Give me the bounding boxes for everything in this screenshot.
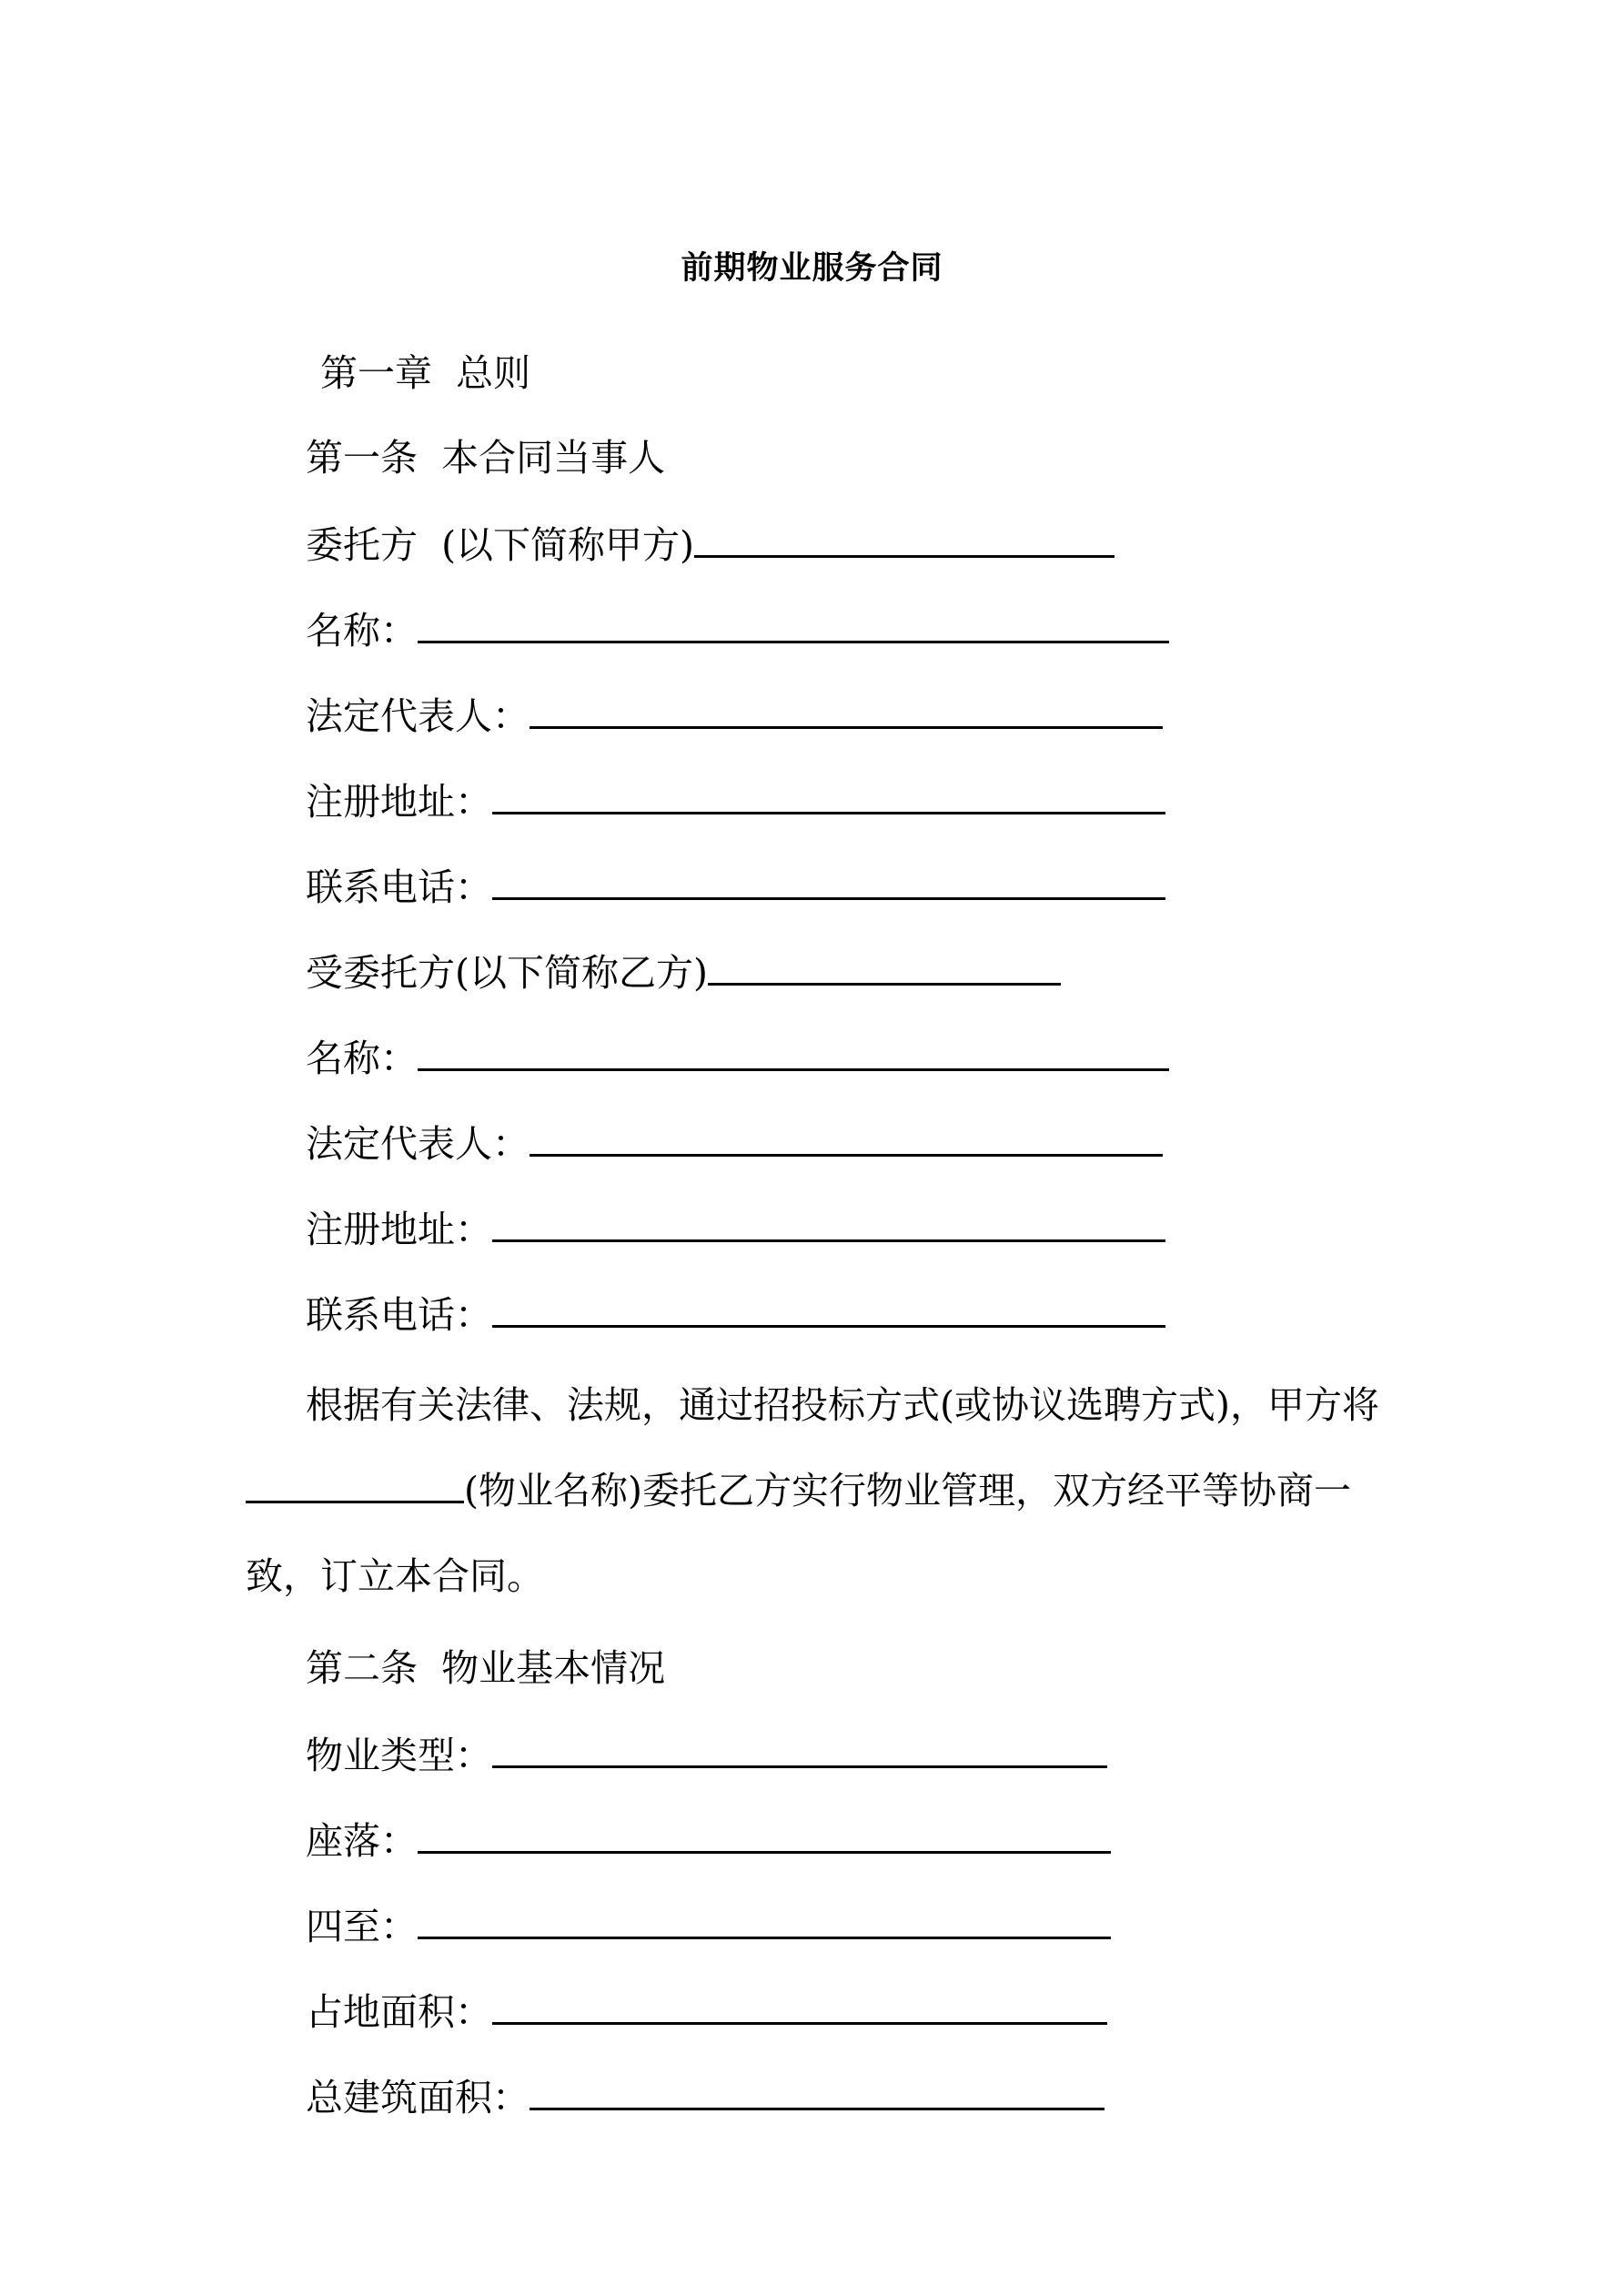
party-a-heading-row [306,519,1115,568]
property-building-area-field[interactable] [530,2071,1105,2110]
party-a-name-row [306,604,1169,653]
intro-text-part1: 根据有关法律、法规，通过招投标方式(或协议选聘方式)，甲方将 [306,1383,1379,1427]
party-a-address-field[interactable] [492,775,1165,814]
party-a-rep-label: 法定代表人： [306,694,530,738]
party-b-heading-row [306,946,1061,996]
property-type-field[interactable] [492,1729,1107,1768]
party-a-rep-field[interactable] [530,690,1163,729]
property-boundaries-row [306,1900,1111,1949]
party-a-rep-row [306,690,1163,739]
party-b-name-label: 名称： [306,1037,418,1080]
property-type-row [306,1729,1107,1778]
party-b-rep-row [306,1118,1163,1167]
party-b-address-field[interactable] [492,1203,1165,1242]
party-a-phone-row [306,861,1165,910]
property-location-row [306,1815,1111,1864]
chapter-heading-text: 第一章 总则 [320,351,531,395]
party-a-heading-field[interactable] [694,519,1115,558]
property-location-label: 座落： [306,1819,418,1863]
party-b-name-field[interactable] [418,1032,1169,1071]
party-b-name-row [306,1032,1169,1081]
property-land-area-row [306,1986,1107,2035]
party-b-heading-field[interactable] [708,946,1061,986]
property-building-area-row [306,2071,1105,2120]
party-b-phone-field[interactable] [492,1289,1165,1328]
property-building-area-label: 总建筑面积： [306,2076,530,2119]
property-boundaries-label: 四至： [306,1905,418,1948]
property-land-area-label: 占地面积： [306,1990,492,2034]
intro-text-part2: (物业名称)委托乙方实行物业管理，双方经平等协商一致，订立本合同。 [246,1469,1351,1598]
party-b-rep-field[interactable] [530,1118,1163,1157]
property-land-area-field[interactable] [492,1986,1107,2025]
party-b-heading: 受委托方(以下简称乙方) [306,951,708,995]
party-a-phone-field[interactable] [492,861,1165,900]
party-a-address-row [306,775,1165,824]
party-a-heading: 委托方 (以下简称甲方) [306,523,695,567]
party-a-name-field[interactable] [418,604,1169,643]
chapter-heading [320,349,530,398]
party-b-phone-row [306,1289,1165,1338]
party-a-address-label: 注册地址： [306,780,492,824]
property-type-label: 物业类型： [306,1734,492,1777]
party-b-address-label: 注册地址： [306,1208,492,1251]
party-b-rep-label: 法定代表人： [306,1122,530,1166]
article-1-heading-text: 第一条 本合同当事人 [306,436,666,480]
party-b-address-row [306,1203,1165,1252]
article-1-heading [306,433,665,482]
party-b-phone-label: 联系电话： [306,1293,492,1337]
document-title: 前期物业服务合同 [681,249,943,287]
party-a-name-label: 名称： [306,609,418,652]
article-2-heading-text: 第二条 物业基本情况 [306,1646,666,1690]
property-boundaries-field[interactable] [418,1900,1111,1939]
intro-paragraph [246,1362,1392,1619]
article-2-heading [306,1644,665,1693]
party-a-phone-label: 联系电话： [306,865,492,909]
property-name-field[interactable] [246,1464,464,1503]
property-location-field[interactable] [418,1815,1111,1854]
